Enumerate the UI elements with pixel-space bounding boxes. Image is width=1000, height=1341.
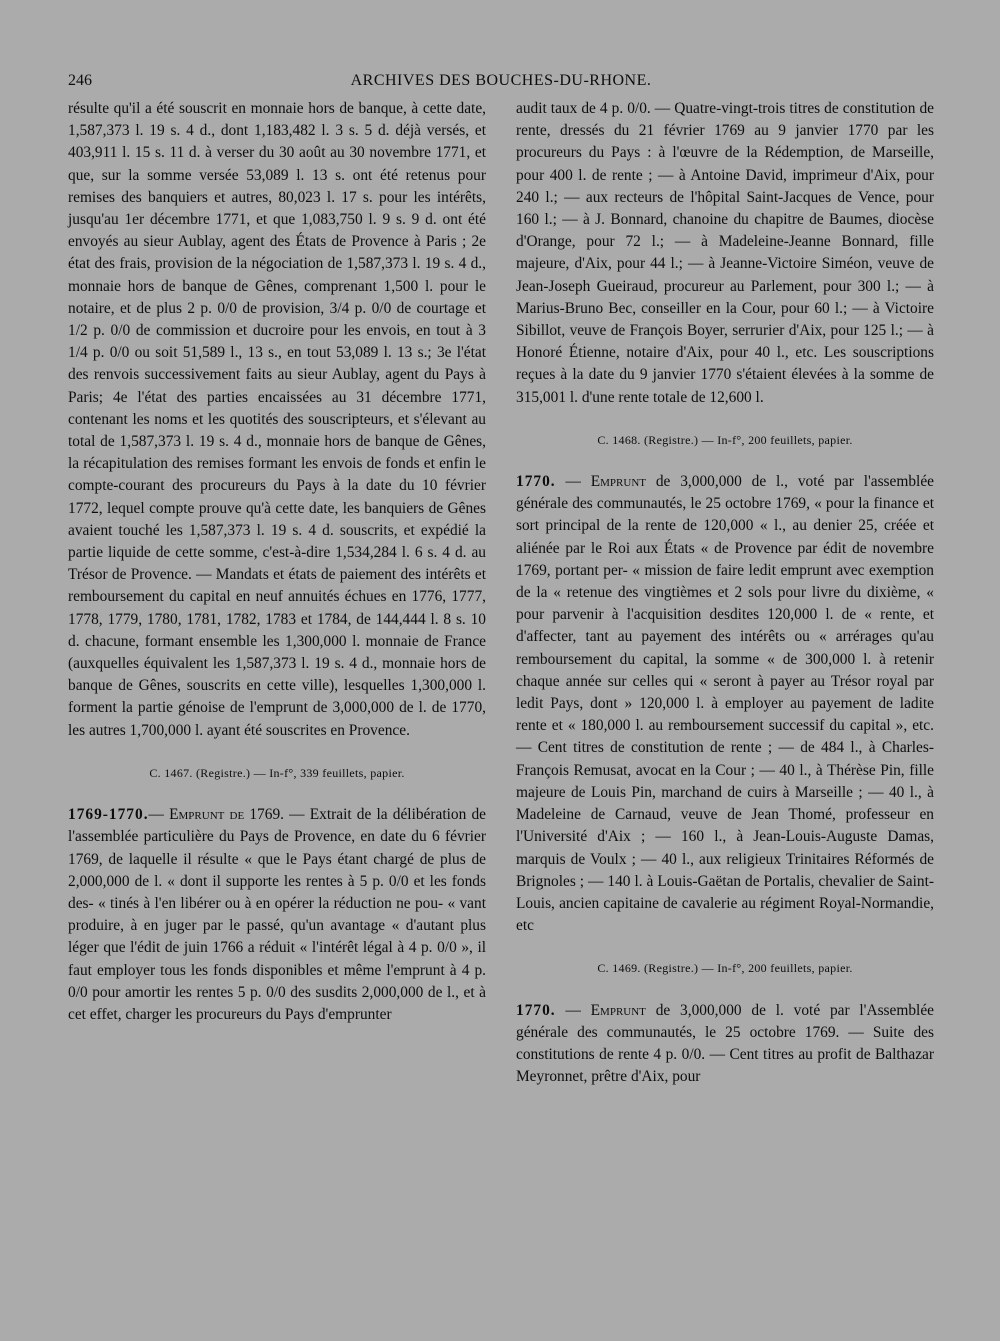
entry-title: — Emprunt de 1769. <box>148 806 284 824</box>
archive-reference: C. 1469. (Registre.) — In-f°, 200 feuillets, papier. <box>597 961 853 976</box>
entry-quote: « que le Pays étant chargé de plus de 2,000,000 de l. « dont il supporte les rentes à 5 p. 0/0 et les fonds des- « tinés à l'en libérer ou à en opérer la réduction ne pou- « vant produire, à en juger par le passé, qu'un avantage « d'autant plus léger que l'édit de juin 1766 a réduit « l'intérêt légal à 4 p. 0/0 », il faut employer tous les fonds disponibles et même l'emprunt à 4 p. 0/0 pour amortir les rentes 5 p. 0/0 des susdits 2,000,000 de l., et à cet effet, charger les procureurs du Pays d'emprunter <box>68 850 486 1023</box>
entry-1770 <box>516 471 934 937</box>
entry-text: de 3,000,000 de l. voté par l'Assemblée générale des communautés, le 25 octobre 1769. — Suite des constitutions de rente 4 p. 0/0. — Cent titres au profit de Balthazar Meyronnet, prêtre d'Aix, pour <box>516 1001 934 1086</box>
page-header <box>68 72 934 94</box>
left-column <box>68 98 486 1026</box>
entry-intro: — Extrait de la délibération de l'assemblée particulière du Pays de Provence, en date du 6 février 1769, de laquelle il résulte <box>68 806 486 868</box>
archive-reference: C. 1467. (Registre.) — In-f°, 339 feuillets, papier. <box>149 765 405 780</box>
paragraph-continued: résulte qu'il a été souscrit en monnaie hors de banque, à cette date, 1,587,373 l. 19 s. 4 d., dont 1,183,482 l. 3 s. 5 d. déjà versés, et 403,911 l. 15 s. 11 d. à verser du 30 août au 30 novembre 1771, et que, sur la somme versée 53,089 l. 13 s. ont été retenus pour remises des banquiers et autres, 80,023 l. 17 s. pour les intérêts, jusqu'au 1er décembre 1771, et que 1,083,750 l. 9 s. 9 d. ont été envoyés au sieur Aublay, agent des États de Provence à Paris ; 2e état des frais, provision de la négociation de 1,587,373 l. 19 s. 4 d., monnaie hors de banque de Gênes, comprenant 1,500 l. pour le notaire, et de plus 2 p. 0/0 de provision, 3/4 p. 0/0 de courtage et 1/2 p. 0/0 de commission et ducroire pour les envois, en tout à 3 1/4 p. 0/0 ou soit 51,589 l., 13 s., en tout 53,089 l. 13 s.; 3e l'état des renvois successivement faits au sieur Aublay, agent du Pays à Paris; 4e l'état des parties encaissées au 31 décembre 1771, contenant les noms et les quotités des souscripteurs, et s'élevant au total de 1,587,373 l. 19 s. 4 d., monnaie hors de banque de Gênes, la récapitulation des remises formant les envois de fonds et enfin le compte-courant des procureurs du Pays à la date du 10 février 1772, lequel compte prouve qu'à cette date, les banquiers de Gênes avaient touché les 1,587,373 l. 19 s. 4 d. souscrits, et expédié la partie liquide de cette somme, c'est-à-dire 1,534,284 l. 6 s. 4 d. au Trésor de Provence. — Mandats et états de paiement des intérêts et remboursement du capital en neuf annuités échues en 1776, 1777, 1778, 1779, 1780, 1781, 1782, 1783 et 1784, de 144,444 l. 8 s. 10 d. chacune, formant ensemble les 1,300,000 l. monnaie de France (auxquelles équivalent les 1,587,373 l. 19 s. 4 d., monnaie hors de banque de Gênes, souscrits en cette ville), lesquelles 1,300,000 l. forment la partie génoise de l'emprunt de 3,000,000 de l. de 1770, les autres 1,700,000 l. ayant été souscrites en Provence. <box>68 100 486 739</box>
entry-text: de 3,000,000 de l., voté par l'assemblée générale des communautés, le 25 octobre 1769, « pour la finance et sort principal de la rente de 120,000 « l., au denier 25, créée et aliénée par le Roi aux États « de Provence par édit de novembre 1769, portant per- « mission de faire ledit emprunt avec exemption de la « retenue des vingtièmes et 2 sols pour livre du dixième, « pour parvenir à l'acquisition desdites 120,000 l. de « rente, et d'affecter, tant au payement des intérêts ou « arrérages qu'au remboursement du capital, la somme « de 300,000 l. à retenir chaque année sur celles qui « seront à payer au Trésor royal par ledit Pays, dont » 120,000 l. à employer au payement de ladite rente et « 180,000 l. au remboursement successif du capital », etc. — Cent titres de constitution de rente ; — de 484 l., à Charles-François Remusat, avocat en la Cour ; — 40 l., à Thérèse Pin, fille majeure de Louis Pin, marchand de cuirs à Marseille ; — 40 l., à Madeleine de Carnaud, veuve de Jean Thomé, professeur en l'Université d'Aix ; — 160 l., à Jean-Louis-Auguste Damas, marquis de Voulx ; — 40 l., aux religieux Trinitaires Réformés de Brignoles ; — 140 l. à Louis-Gaëtan de Portalis, chevalier de Saint-Louis, ancien capitaine de cavalerie au régiment Royal-Normandie, etc <box>516 473 934 935</box>
entry-1770-continued <box>516 1000 934 1089</box>
entry-1769-1770 <box>68 804 486 1026</box>
entry-date: 1769-1770. <box>68 806 149 824</box>
archive-reference: C. 1468. (Registre.) — In-f°, 200 feuillets, papier. <box>597 432 853 447</box>
running-title: ARCHIVES DES BOUCHES-DU-RHONE. <box>350 72 652 89</box>
paragraph-continued: audit taux de 4 p. 0/0. — Quatre-vingt-trois titres de constitution de rente, dressés du 21 février 1769 au 9 janvier 1770 par les procureurs du Pays : à l'œuvre de la Rédemption, de Marseille, pour 400 l. de rente ; — à Antoine David, imprimeur d'Aix, pour 240 l.; — aux recteurs de l'hôpital Saint-Jacques de Vence, pour 160 l.; — à J. Bonnard, chanoine du chapitre de Baumes, diocèse d'Orange, pour 72 l.; — à Madeleine-Jeanne Bonnard, fille majeure, d'Aix, pour 44 l.; — à Jeanne-Victoire Siméon, veuve de Jean-Joseph Gueiraud, procureur au Parlement, pour 300 l.; — à Marius-Bruno Bec, conseiller en la Cour, pour 60 l.; — à Victoire Sibillot, veuve de François Boyer, serrurier d'Aix, pour 125 l.; — à Honoré Étienne, notaire d'Aix, pour 40 l., etc. Les souscriptions reçues à la date du 9 janvier 1770 s'étaient élevées à la somme de 315,001 l. d'une rente totale de 12,600 l. <box>516 100 934 406</box>
entry-date: 1770. <box>516 473 556 491</box>
page-number: 246 <box>68 72 92 89</box>
entry-title: — Emprunt <box>555 1001 646 1019</box>
right-column <box>516 98 934 1088</box>
entry-date: 1770. <box>516 1001 556 1019</box>
entry-title: — Emprunt <box>555 473 646 491</box>
